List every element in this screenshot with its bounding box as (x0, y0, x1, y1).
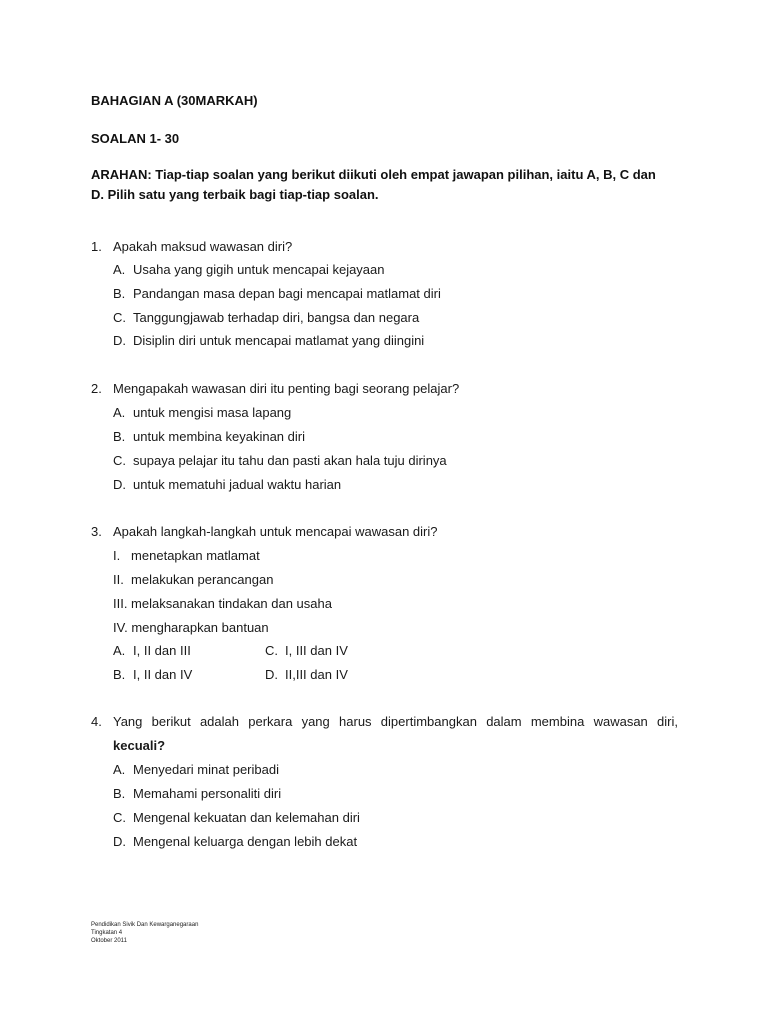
footer-subject: Pendidikan Sivik Dan Kewarganegaraan (91, 922, 199, 928)
question-text: Apakah langkah-langkah untuk mencapai wawasan diri? (113, 524, 438, 539)
option-letter: C. (265, 643, 278, 658)
question-number: 3. (91, 524, 102, 539)
option-letter: C. (113, 310, 126, 325)
option-text: untuk mematuhi jadual waktu harian (133, 477, 342, 492)
option-text: Disiplin diri untuk mencapai matlamat yang diingini (133, 333, 425, 348)
question-number: 4. (91, 714, 102, 729)
question-4-exception: kecuali? (113, 738, 166, 753)
option-text: I, II dan III (133, 643, 191, 658)
option-letter: A. (113, 643, 126, 658)
option-text: Mengenal kekuatan dan kelemahan diri (133, 810, 360, 825)
option-letter: B. (113, 286, 126, 301)
option-text: untuk membina keyakinan diri (133, 429, 305, 444)
option-letter: C. (113, 810, 126, 825)
question-number: 1. (91, 239, 102, 254)
option-letter: A. (113, 262, 126, 277)
option-letter: D. (265, 667, 278, 682)
option-text: untuk mengisi masa lapang (133, 405, 292, 420)
option-letter: D. (113, 477, 126, 492)
footer-form: Tingkatan 4 (91, 930, 123, 936)
statement-3: III. melaksanakan tindakan dan usaha (113, 596, 332, 611)
question-number: 2. (91, 381, 102, 396)
option-letter: B. (113, 667, 126, 682)
question-text: Apakah maksud wawasan diri? (113, 239, 293, 254)
instruction-line-2: D. Pilih satu yang terbaik bagi tiap-tiap soalan. (91, 187, 379, 202)
option-text: Menyedari minat peribadi (133, 762, 279, 777)
page-footer (91, 921, 198, 945)
option-text: I, II dan IV (133, 667, 193, 682)
option-text: supaya pelajar itu tahu dan pasti akan hala tuju dirinya (133, 453, 447, 468)
option-letter: D. (113, 834, 126, 849)
option-letter: C. (113, 453, 126, 468)
option-text: Tanggungjawab terhadap diri, bangsa dan negara (133, 310, 420, 325)
option-letter: D. (113, 333, 126, 348)
option-letter: B. (113, 786, 126, 801)
question-4-text: Yang berikut adalah perkara yang harus dipertimbangkan dalam membina wawasan diri, (113, 714, 678, 729)
option-letter: B. (113, 429, 126, 444)
statement-2: II. melakukan perancangan (113, 572, 274, 587)
instruction-line-1: ARAHAN: Tiap-tiap soalan yang berikut diikuti oleh empat jawapan pilihan, iaitu A, B, C dan (91, 167, 656, 182)
option-text: Usaha yang gigih untuk mencapai kejayaan (133, 262, 385, 277)
option-text: Pandangan masa depan bagi mencapai matlamat diri (133, 286, 441, 301)
option-letter: A. (113, 405, 126, 420)
footer-date: Oktober 2011 (91, 938, 127, 944)
statement-1: I. menetapkan matlamat (113, 548, 260, 563)
option-text: I, III dan IV (285, 643, 348, 658)
questions-range: SOALAN 1- 30 (91, 131, 180, 146)
statement-4: IV. mengharapkan bantuan (113, 620, 269, 635)
section-title: BAHAGIAN A (30MARKAH) (91, 93, 258, 108)
question-text: Mengapakah wawasan diri itu penting bagi seorang pelajar? (113, 381, 460, 396)
option-letter: A. (113, 762, 126, 777)
option-text: Mengenal keluarga dengan lebih dekat (133, 834, 358, 849)
option-text: Memahami personaliti diri (133, 786, 282, 801)
option-text: II,III dan IV (285, 667, 348, 682)
